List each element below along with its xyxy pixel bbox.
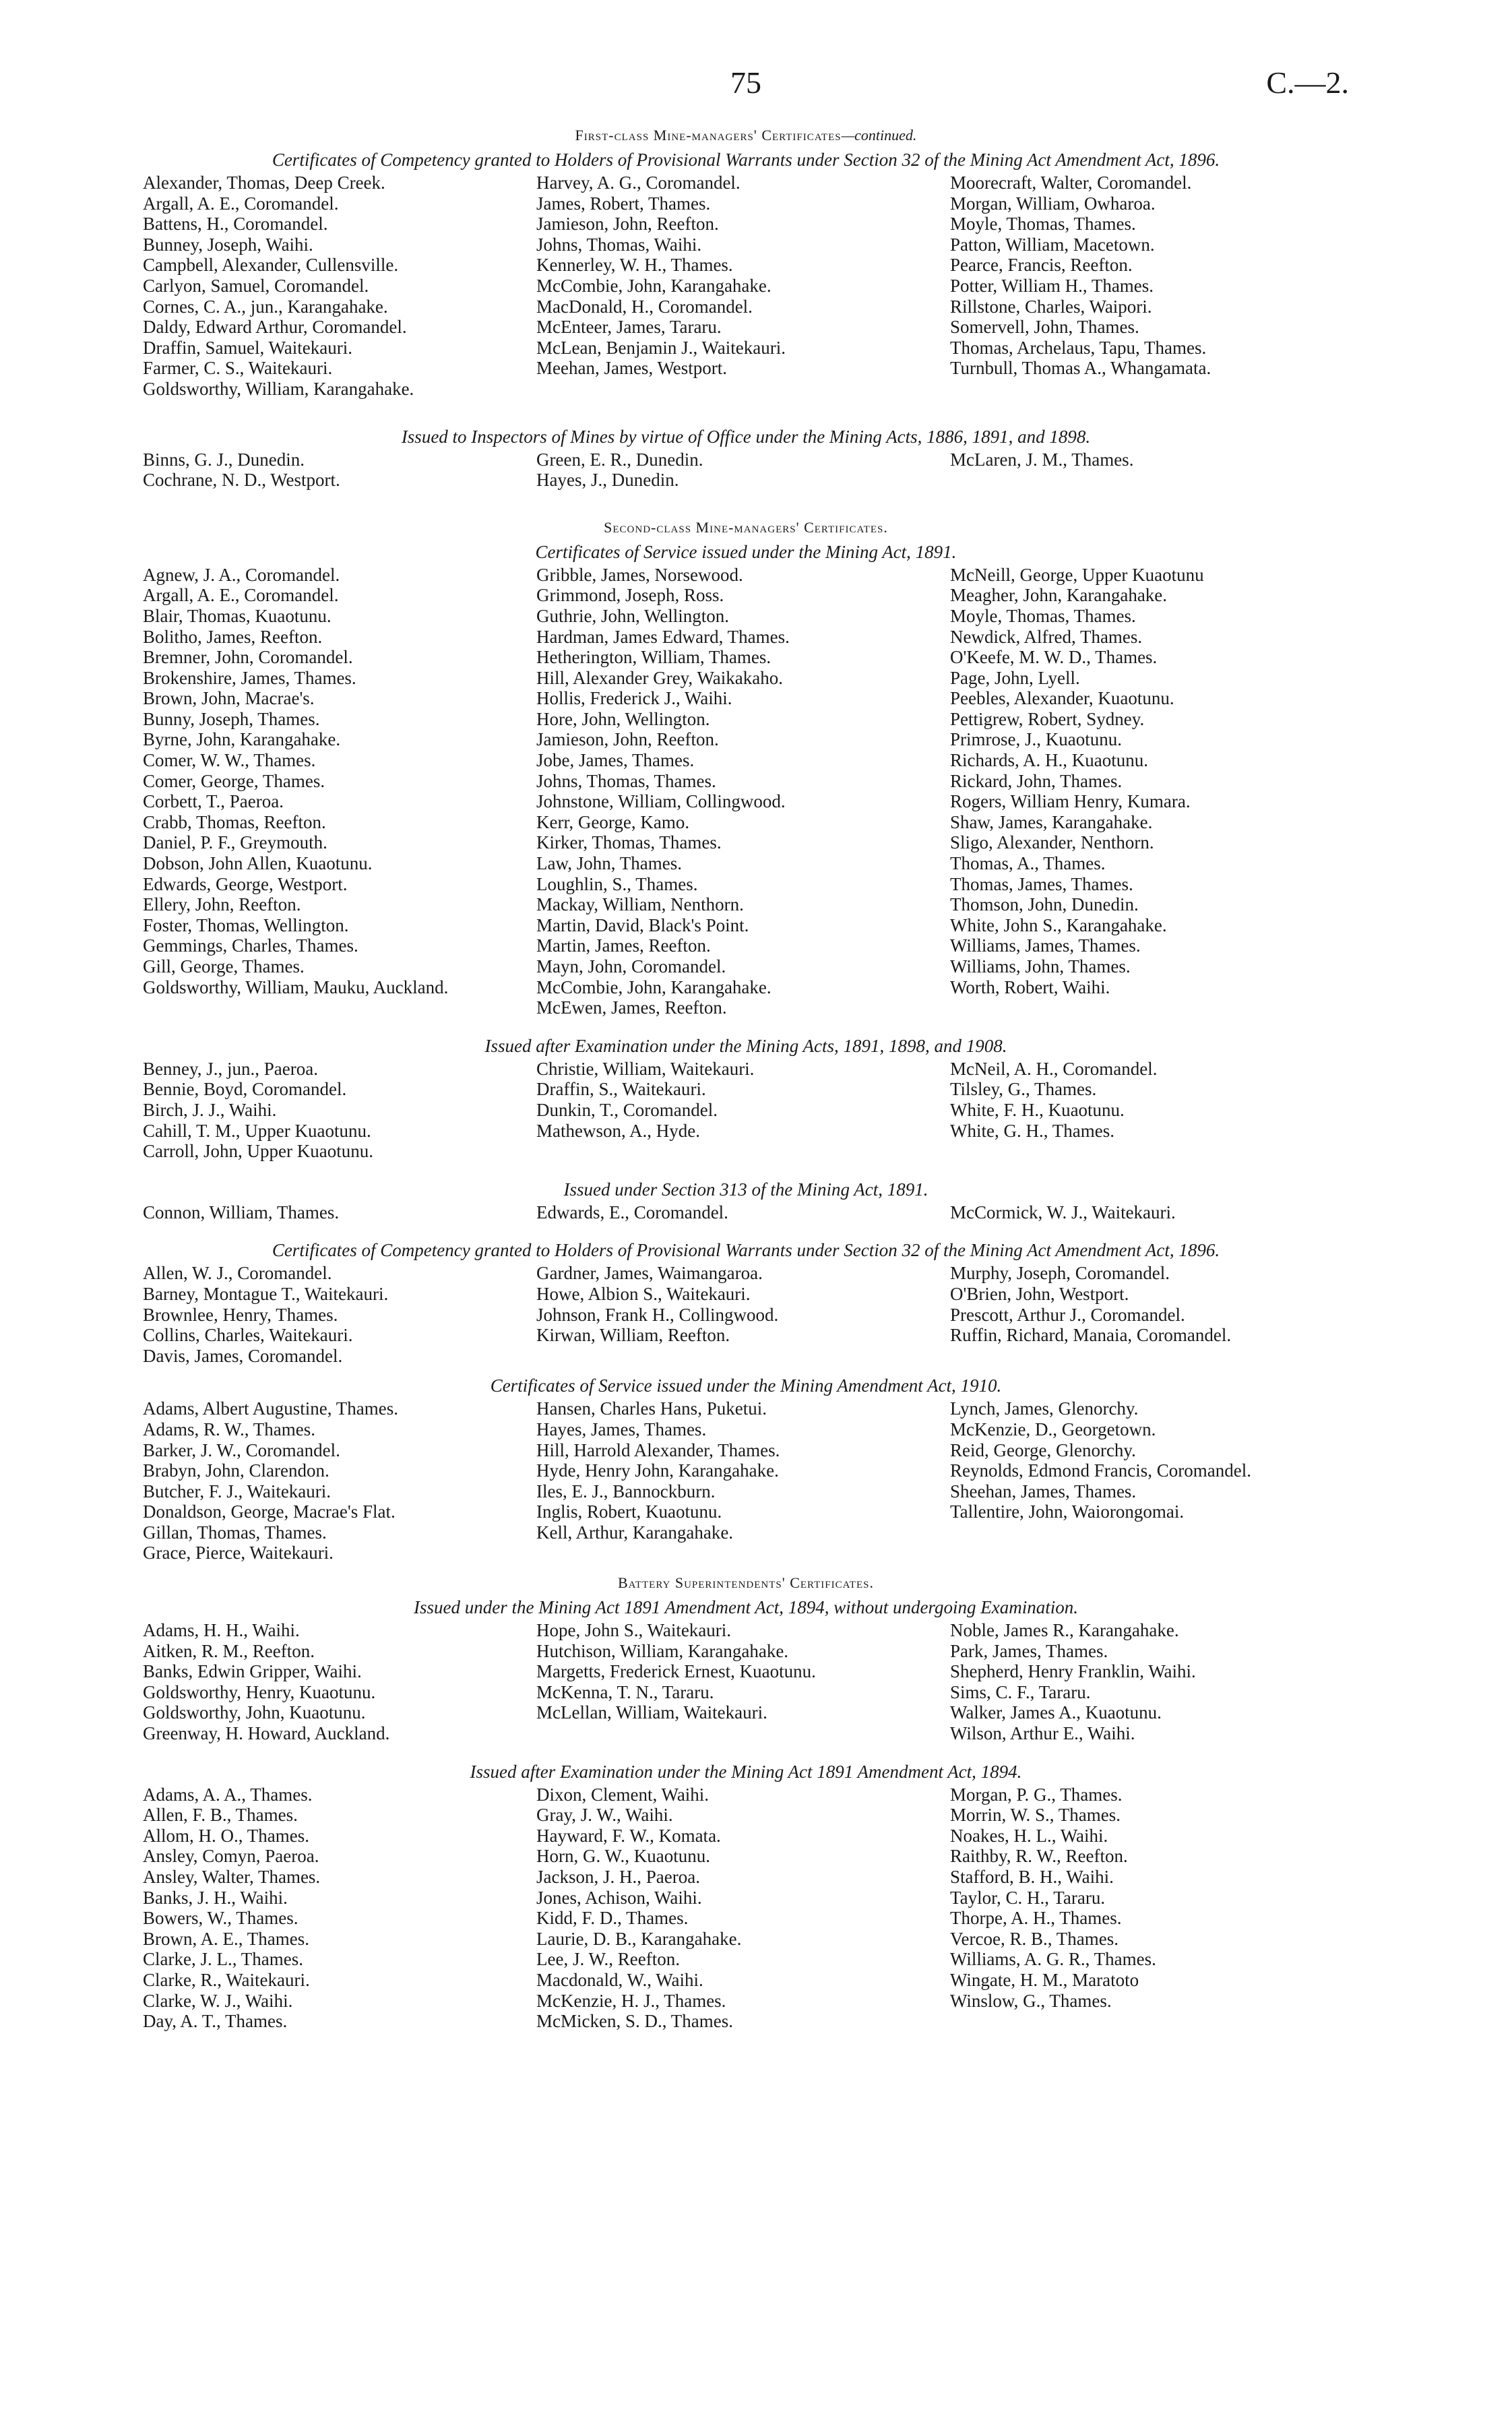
holder-entry: Shaw, James, Karangahake.: [950, 811, 1153, 832]
holder-entry: Winslow, G., Thames.: [950, 1990, 1112, 2011]
holder-entry: Martin, James, Reefton.: [536, 935, 711, 956]
holder-entry: Argall, A. E., Coromandel.: [143, 193, 339, 214]
holder-entry: Martin, David, Black's Point.: [536, 914, 749, 935]
holder-entry: Shepherd, Henry Franklin, Waihi.: [950, 1661, 1196, 1682]
holder-entry: White, G. H., Thames.: [950, 1120, 1114, 1141]
holder-entry: Collins, Charles, Waitekauri.: [143, 1325, 353, 1346]
holder-entry: Adams, Albert Augustine, Thames.: [143, 1398, 398, 1419]
holder-entry: Sheehan, James, Thames.: [950, 1481, 1137, 1501]
name-columns: [143, 1202, 1349, 1223]
name-columns: [143, 1059, 1349, 1162]
holder-entry: Brown, John, Macrae's.: [143, 688, 315, 709]
section-subtitle: Issued under Section 313 of the Mining Act, 1891.: [563, 1179, 928, 1200]
holder-entry: Bremner, John, Coromandel.: [143, 647, 353, 668]
name-column: [536, 1263, 950, 1366]
holder-entry: Somervell, John, Thames.: [950, 317, 1139, 338]
holder-entry: Loughlin, S., Thames.: [536, 873, 698, 894]
holder-entry: Kirwan, William, Reefton.: [536, 1325, 730, 1346]
holder-entry: Kennerley, W. H., Thames.: [536, 255, 733, 276]
holder-entry: Gemmings, Charles, Thames.: [143, 935, 358, 956]
holder-entry: Potter, William H., Thames.: [950, 275, 1154, 296]
holder-entry: Aitken, R. M., Reefton.: [143, 1640, 315, 1661]
holder-entry: Prescott, Arthur J., Coromandel.: [950, 1304, 1185, 1325]
holder-entry: Clarke, R., Waitekauri.: [143, 1969, 310, 1990]
holder-entry: Carlyon, Samuel, Coromandel.: [143, 275, 369, 296]
name-columns: [143, 1620, 1349, 1744]
name-column: [143, 1202, 536, 1223]
certificate-section: [143, 1762, 1349, 2032]
name-column: [143, 1263, 536, 1366]
name-columns: [143, 449, 1349, 491]
holder-entry: Goldsworthy, William, Mauku, Auckland.: [143, 976, 449, 997]
holder-entry: Kirker, Thomas, Thames.: [536, 832, 722, 853]
holder-entry: Hill, Alexander Grey, Waikakaho.: [536, 667, 783, 688]
holder-entry: Davis, James, Coromandel.: [143, 1345, 343, 1366]
holder-entry: Harvey, A. G., Coromandel.: [536, 173, 741, 193]
holder-entry: Gardner, James, Waimangaroa.: [536, 1263, 763, 1284]
holder-entry: Hore, John, Wellington.: [536, 708, 710, 729]
holder-entry: Ansley, Walter, Thames.: [143, 1867, 321, 1887]
holder-entry: Brabyn, John, Clarendon.: [143, 1460, 329, 1481]
name-column: [950, 1620, 1349, 1744]
holder-entry: Green, E. R., Dunedin.: [536, 449, 703, 470]
name-columns: [143, 173, 1349, 400]
name-column: [536, 1620, 950, 1744]
holder-entry: Barney, Montague T., Waitekauri.: [143, 1283, 389, 1304]
holder-entry: Butcher, F. J., Waitekauri.: [143, 1481, 332, 1501]
holder-entry: James, Robert, Thames.: [536, 193, 711, 214]
holder-entry: McNeil, A. H., Coromandel.: [950, 1058, 1158, 1079]
holder-entry: Sligo, Alexander, Nenthorn.: [950, 832, 1154, 853]
holder-entry: Cahill, T. M., Upper Kuaotunu.: [143, 1120, 371, 1141]
holder-entry: Birch, J. J., Waihi.: [143, 1099, 277, 1120]
holder-entry: Alexander, Thomas, Deep Creek.: [143, 173, 385, 193]
name-column: [536, 1202, 950, 1223]
holder-entry: Christie, William, Waitekauri.: [536, 1058, 755, 1079]
holder-entry: Hope, John S., Waitekauri.: [536, 1620, 732, 1641]
holder-entry: Comer, George, Thames.: [143, 770, 325, 791]
holder-entry: Bunny, Joseph, Thames.: [143, 708, 320, 729]
holder-entry: Meagher, John, Karangahake.: [950, 585, 1168, 606]
certificate-lists: [143, 125, 1349, 2032]
holder-entry: Dixon, Clement, Waihi.: [536, 1784, 710, 1805]
name-column: [950, 1059, 1349, 1162]
holder-entry: Gillan, Thomas, Thames.: [143, 1522, 327, 1543]
holder-entry: Turnbull, Thomas A., Whangamata.: [950, 358, 1211, 379]
name-column: [950, 1202, 1349, 1223]
holder-entry: Moorecraft, Walter, Coromandel.: [950, 173, 1192, 193]
holder-entry: Mackay, William, Nenthorn.: [536, 894, 744, 915]
holder-entry: Hardman, James Edward, Thames.: [536, 626, 790, 647]
holder-entry: Goldsworthy, Henry, Kuaotunu.: [143, 1681, 376, 1702]
holder-entry: Bowers, W., Thames.: [143, 1908, 298, 1929]
holder-entry: Brokenshire, James, Thames.: [143, 667, 356, 688]
holder-entry: McKenzie, H. J., Thames.: [536, 1990, 726, 2011]
certificate-section: [143, 1240, 1349, 1366]
holder-entry: Jamieson, John, Reefton.: [536, 214, 719, 235]
holder-entry: Hayes, J., Dunedin.: [536, 470, 679, 491]
holder-entry: Greenway, H. Howard, Auckland.: [143, 1723, 390, 1744]
holder-entry: Dobson, John Allen, Kuaotunu.: [143, 853, 373, 874]
holder-entry: Stafford, B. H., Waihi.: [950, 1867, 1114, 1887]
holder-entry: Gribble, James, Norsewood.: [536, 564, 743, 585]
section-subtitle: Issued to Inspectors of Mines by virtue of Office under the Mining Acts, 1886, 1891, and 1898.: [401, 426, 1091, 447]
holder-entry: McCormick, W. J., Waitekauri.: [950, 1202, 1176, 1222]
holder-entry: Morrin, W. S., Thames.: [950, 1805, 1121, 1826]
holder-entry: Day, A. T., Thames.: [143, 2011, 288, 2032]
holder-entry: Edwards, E., Coromandel.: [536, 1202, 728, 1222]
holder-entry: Thomas, James, Thames.: [950, 873, 1133, 894]
name-column: [950, 1398, 1349, 1563]
holder-entry: Reid, George, Glenorchy.: [950, 1439, 1136, 1460]
name-column: [950, 565, 1349, 1018]
certificate-section: [143, 518, 1349, 1018]
holder-entry: Park, James, Thames.: [950, 1640, 1108, 1661]
name-column: [950, 449, 1349, 491]
holder-entry: Macdonald, W., Waihi.: [536, 1969, 703, 1990]
holder-entry: Kidd, F. D., Thames.: [536, 1908, 689, 1929]
name-column: [536, 1059, 950, 1162]
holder-entry: Brown, A. E., Thames.: [143, 1928, 309, 1949]
holder-entry: Lynch, James, Glenorchy.: [950, 1398, 1139, 1419]
holder-entry: Williams, A. G. R., Thames.: [950, 1949, 1156, 1970]
holder-entry: Draffin, S., Waitekauri.: [536, 1079, 706, 1100]
holder-entry: Clarke, W. J., Waihi.: [143, 1990, 293, 2011]
holder-entry: Daniel, P. F., Greymouth.: [143, 832, 327, 853]
name-columns: [143, 1785, 1349, 2032]
holder-entry: Jamieson, John, Reefton.: [536, 729, 719, 750]
holder-entry: Thomson, John, Dunedin.: [950, 894, 1139, 915]
holder-entry: Jackson, J. H., Paeroa.: [536, 1867, 700, 1887]
holder-entry: Crabb, Thomas, Reefton.: [143, 811, 326, 832]
holder-entry: Adams, A. A., Thames.: [143, 1784, 313, 1805]
holder-entry: McEnteer, James, Tararu.: [536, 317, 722, 338]
name-column: [143, 1620, 536, 1744]
section-title: [143, 518, 1349, 538]
holder-entry: Taylor, C. H., Tararu.: [950, 1887, 1106, 1908]
holder-entry: Mayn, John, Coromandel.: [536, 956, 726, 976]
holder-entry: Bolitho, James, Reefton.: [143, 626, 323, 647]
holder-entry: Donaldson, George, Macrae's Flat.: [143, 1501, 396, 1522]
name-column: [536, 565, 950, 1018]
holder-entry: Mathewson, A., Hyde.: [536, 1120, 700, 1141]
name-columns: [143, 1263, 1349, 1366]
holder-entry: Lee, J. W., Reefton.: [536, 1949, 680, 1970]
holder-entry: Connon, William, Thames.: [143, 1202, 340, 1222]
name-column: [950, 173, 1349, 400]
certificate-section: [143, 1375, 1349, 1563]
page-number: 75: [730, 65, 761, 100]
certificate-section: [143, 1179, 1349, 1223]
certificate-section: [143, 1573, 1349, 1744]
holder-entry: Sims, C. F., Tararu.: [950, 1681, 1091, 1702]
holder-entry: Morgan, P. G., Thames.: [950, 1784, 1123, 1805]
holder-entry: Comer, W. W., Thames.: [143, 750, 316, 771]
holder-entry: Howe, Albion S., Waitekauri.: [536, 1283, 751, 1304]
holder-entry: Foster, Thomas, Wellington.: [143, 914, 349, 935]
holder-entry: Kerr, George, Kamo.: [536, 811, 690, 832]
holder-entry: Hyde, Henry John, Karangahake.: [536, 1460, 779, 1481]
holder-entry: Allom, H. O., Thames.: [143, 1825, 309, 1846]
holder-entry: Rogers, William Henry, Kumara.: [950, 791, 1191, 812]
holder-entry: McNeill, George, Upper Kuaotunu: [950, 564, 1204, 585]
document-page: [143, 65, 1349, 2032]
holder-entry: Meehan, James, Westport.: [536, 358, 728, 379]
holder-entry: Daldy, Edward Arthur, Coromandel.: [143, 317, 407, 338]
holder-entry: Gill, George, Thames.: [143, 956, 305, 976]
holder-entry: Argall, A. E., Coromandel.: [143, 585, 339, 606]
holder-entry: Patton, William, Macetown.: [950, 234, 1155, 255]
holder-entry: Draffin, Samuel, Waitekauri.: [143, 337, 352, 358]
name-column: [536, 1785, 950, 2032]
section-subtitle: Issued under the Mining Act 1891 Amendment Act, 1894, without undergoing Examination.: [414, 1597, 1078, 1618]
holder-entry: Newdick, Alfred, Thames.: [950, 626, 1143, 647]
name-column: [143, 1398, 536, 1563]
holder-entry: Johns, Thomas, Thames.: [536, 770, 716, 791]
section-title-text: Second-class Mine-managers' Certificates.: [604, 518, 888, 536]
section-title-text: First-class Mine-managers' Certificates: [575, 127, 842, 144]
holder-entry: Goldsworthy, John, Kuaotunu.: [143, 1702, 366, 1723]
holder-entry: Grace, Pierce, Waitekauri.: [143, 1543, 334, 1563]
document-code: C.—2.: [1266, 65, 1349, 100]
section-subtitle: Issued after Examination under the Mining Acts, 1891, 1898, and 1908.: [484, 1035, 1007, 1056]
holder-entry: Allen, F. B., Thames.: [143, 1805, 298, 1826]
holder-entry: Clarke, J. L., Thames.: [143, 1949, 303, 1970]
name-column: [536, 449, 950, 491]
holder-entry: Moyle, Thomas, Thames.: [950, 605, 1136, 626]
holder-entry: O'Brien, John, Westport.: [950, 1283, 1129, 1304]
holder-entry: Grimmond, Joseph, Ross.: [536, 585, 724, 606]
holder-entry: Pearce, Francis, Reefton.: [950, 255, 1133, 276]
holder-entry: Agnew, J. A., Coromandel.: [143, 564, 340, 585]
holder-entry: Hansen, Charles Hans, Puketui.: [536, 1398, 767, 1419]
section-subtitle: Certificates of Service issued under the Mining Amendment Act, 1910.: [490, 1375, 1002, 1396]
certificate-section: [143, 427, 1349, 491]
name-column: [143, 1059, 536, 1162]
holder-entry: Noakes, H. L., Waihi.: [950, 1825, 1108, 1846]
holder-entry: Williams, James, Thames.: [950, 935, 1141, 956]
holder-entry: Corbett, T., Paeroa.: [143, 791, 284, 812]
holder-entry: Goldsworthy, William, Karangahake.: [143, 378, 414, 399]
holder-entry: Horn, G. W., Kuaotunu.: [536, 1846, 710, 1867]
holder-entry: Edwards, George, Westport.: [143, 873, 348, 894]
name-column: [950, 1263, 1349, 1366]
holder-entry: McLean, Benjamin J., Waitekauri.: [536, 337, 786, 358]
name-column: [536, 173, 950, 400]
holder-entry: Laurie, D. B., Karangahake.: [536, 1928, 742, 1949]
holder-entry: MacDonald, H., Coromandel.: [536, 296, 753, 317]
holder-entry: White, John S., Karangahake.: [950, 914, 1167, 935]
holder-entry: Iles, E. J., Bannockburn.: [536, 1481, 716, 1501]
holder-entry: Morgan, William, Owharoa.: [950, 193, 1156, 214]
holder-entry: Worth, Robert, Waihi.: [950, 976, 1110, 997]
holder-entry: Peebles, Alexander, Kuaotunu.: [950, 688, 1174, 709]
holder-entry: Banks, J. H., Waihi.: [143, 1887, 288, 1908]
holder-entry: Allen, W. J., Coromandel.: [143, 1263, 332, 1284]
holder-entry: Guthrie, John, Wellington.: [536, 605, 730, 626]
holder-entry: Moyle, Thomas, Thames.: [950, 214, 1136, 235]
holder-entry: Hayes, James, Thames.: [536, 1419, 707, 1439]
holder-entry: McLaren, J. M., Thames.: [950, 449, 1134, 470]
section-title-continued: —continued.: [841, 127, 917, 144]
holder-entry: Adams, H. H., Waihi.: [143, 1620, 300, 1641]
holder-entry: Jobe, James, Thames.: [536, 750, 695, 771]
holder-entry: Reynolds, Edmond Francis, Coromandel.: [950, 1460, 1251, 1481]
holder-entry: Williams, John, Thames.: [950, 956, 1131, 976]
holder-entry: Hollis, Frederick J., Waihi.: [536, 688, 732, 709]
holder-entry: Noble, James R., Karangahake.: [950, 1620, 1179, 1641]
holder-entry: Thomas, Archelaus, Tapu, Thames.: [950, 337, 1207, 358]
holder-entry: Adams, R. W., Thames.: [143, 1419, 315, 1439]
holder-entry: Battens, H., Coromandel.: [143, 214, 328, 235]
holder-entry: Murphy, Joseph, Coromandel.: [950, 1263, 1170, 1284]
holder-entry: Cornes, C. A., jun., Karangahake.: [143, 296, 388, 317]
holder-entry: Tilsley, G., Thames.: [950, 1079, 1097, 1100]
holder-entry: Vercoe, R. B., Thames.: [950, 1928, 1119, 1949]
holder-entry: Cochrane, N. D., Westport.: [143, 470, 340, 491]
holder-entry: Hutchison, William, Karangahake.: [536, 1640, 789, 1661]
name-column: [950, 1785, 1349, 2032]
holder-entry: Brownlee, Henry, Thames.: [143, 1304, 338, 1325]
holder-entry: Blair, Thomas, Kuaotunu.: [143, 605, 332, 626]
name-column: [143, 565, 536, 1018]
holder-entry: McLellan, William, Waitekauri.: [536, 1702, 767, 1723]
holder-entry: McMicken, S. D., Thames.: [536, 2011, 733, 2032]
section-title: [143, 1573, 1349, 1593]
section-subtitle: Certificates of Competency granted to Holders of Provisional Warrants under Section 32 of the Mining Act Amendment Act, 1896.: [272, 1240, 1220, 1261]
holder-entry: Tallentire, John, Waiorongomai.: [950, 1501, 1185, 1522]
holder-entry: O'Keefe, M. W. D., Thames.: [950, 647, 1158, 668]
holder-entry: Margetts, Frederick Ernest, Kuaotunu.: [536, 1661, 816, 1682]
holder-entry: Farmer, C. S., Waitekauri.: [143, 358, 333, 379]
holder-entry: Barker, J. W., Coromandel.: [143, 1439, 340, 1460]
holder-entry: Raithby, R. W., Reefton.: [950, 1846, 1128, 1867]
name-columns: [143, 565, 1349, 1018]
holder-entry: Thorpe, A. H., Thames.: [950, 1908, 1122, 1929]
holder-entry: Ruffin, Richard, Manaia, Coromandel.: [950, 1325, 1232, 1346]
section-title: [143, 125, 1349, 146]
holder-entry: Hill, Harrold Alexander, Thames.: [536, 1439, 780, 1460]
name-columns: [143, 1398, 1349, 1563]
name-column: [143, 1785, 536, 2032]
section-subtitle: Issued after Examination under the Mining Act 1891 Amendment Act, 1894.: [470, 1761, 1022, 1782]
holder-entry: McEwen, James, Reefton.: [536, 997, 727, 1018]
holder-entry: Richards, A. H., Kuaotunu.: [950, 750, 1148, 771]
section-subtitle: Certificates of Service issued under the Mining Act, 1891.: [535, 541, 957, 562]
holder-entry: Jones, Achison, Waihi.: [536, 1887, 702, 1908]
holder-entry: Dunkin, T., Coromandel.: [536, 1099, 718, 1120]
holder-entry: Rickard, John, Thames.: [950, 770, 1123, 791]
holder-entry: McCombie, John, Karangahake.: [536, 976, 771, 997]
holder-entry: Wingate, H. M., Maratoto: [950, 1969, 1139, 1990]
holder-entry: Gray, J. W., Waihi.: [536, 1805, 673, 1826]
holder-entry: Law, John, Thames.: [536, 853, 682, 874]
holder-entry: Rillstone, Charles, Waipori.: [950, 296, 1152, 317]
holder-entry: Benney, J., jun., Paeroa.: [143, 1058, 318, 1079]
holder-entry: Page, John, Lyell.: [950, 667, 1080, 688]
certificate-section: [143, 125, 1349, 400]
holder-entry: Inglis, Robert, Kuaotunu.: [536, 1501, 722, 1522]
section-subtitle: Certificates of Competency granted to Holders of Provisional Warrants under Section 32 of the Mining Act Amendment Act, 1896.: [272, 150, 1220, 170]
holder-entry: White, F. H., Kuaotunu.: [950, 1099, 1125, 1120]
holder-entry: Johnson, Frank H., Collingwood.: [536, 1304, 779, 1325]
holder-entry: Campbell, Alexander, Cullensville.: [143, 255, 399, 276]
name-column: [143, 449, 536, 491]
holder-entry: Banks, Edwin Gripper, Waihi.: [143, 1661, 362, 1682]
holder-entry: Ansley, Comyn, Paeroa.: [143, 1846, 319, 1867]
holder-entry: Binns, G. J., Dunedin.: [143, 449, 305, 470]
holder-entry: Bunney, Joseph, Waihi.: [143, 234, 313, 255]
holder-entry: Bennie, Boyd, Coromandel.: [143, 1079, 347, 1100]
holder-entry: McKenna, T. N., Tararu.: [536, 1681, 714, 1702]
holder-entry: Pettigrew, Robert, Sydney.: [950, 708, 1145, 729]
name-column: [143, 173, 536, 400]
section-title-text: Battery Superintendents' Certificates.: [618, 1574, 874, 1592]
holder-entry: Byrne, John, Karangahake.: [143, 729, 341, 750]
holder-entry: Wilson, Arthur E., Waihi.: [950, 1723, 1135, 1744]
holder-entry: Hetherington, William, Thames.: [536, 647, 771, 668]
certificate-section: [143, 1036, 1349, 1162]
holder-entry: Thomas, A., Thames.: [950, 853, 1106, 874]
holder-entry: Carroll, John, Upper Kuaotunu.: [143, 1141, 373, 1162]
holder-entry: McKenzie, D., Georgetown.: [950, 1419, 1156, 1439]
holder-entry: Johnstone, William, Collingwood.: [536, 791, 786, 812]
page-header: [143, 65, 1349, 119]
holder-entry: McCombie, John, Karangahake.: [536, 275, 771, 296]
holder-entry: Hayward, F. W., Komata.: [536, 1825, 721, 1846]
holder-entry: Primrose, J., Kuaotunu.: [950, 729, 1122, 750]
holder-entry: Kell, Arthur, Karangahake.: [536, 1522, 734, 1543]
name-column: [536, 1398, 950, 1563]
holder-entry: Walker, James A., Kuaotunu.: [950, 1702, 1162, 1723]
holder-entry: Ellery, John, Reefton.: [143, 894, 301, 915]
holder-entry: Johns, Thomas, Waihi.: [536, 234, 702, 255]
